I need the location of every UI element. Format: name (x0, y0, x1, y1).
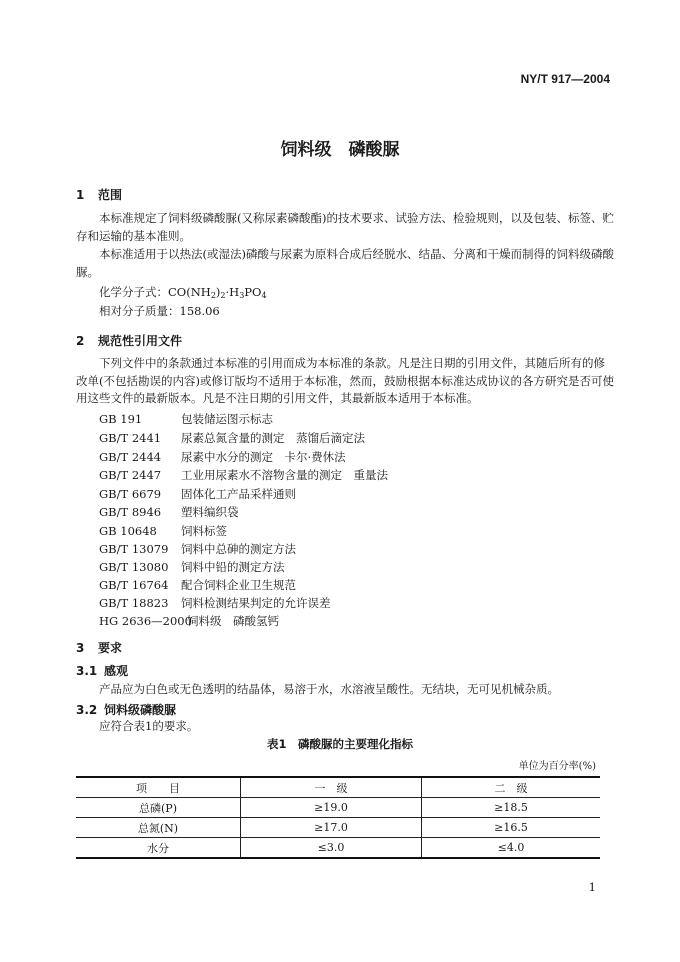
section-title: 规范性引用文件 (98, 334, 183, 348)
reference-item (99, 504, 239, 520)
section-1-paragraph-1: 本标准规定了饲料级磷酸脲(又称尿素磷酸酯)的技术要求、试验方法、检验规则，以及包装、标签、贮存和运输的基本准则。 (76, 211, 614, 243)
subsection-3-1-heading (76, 662, 128, 679)
table-cell: ≥16.5 (422, 818, 600, 838)
reference-item (99, 430, 365, 446)
formula-part: CO(NH (168, 285, 211, 299)
subsection-title: 感观 (104, 664, 129, 678)
reference-item (99, 613, 279, 629)
formula-part: ·H (225, 285, 240, 299)
reference-code: GB/T 13080 (99, 560, 169, 574)
section-3-heading (76, 639, 122, 656)
reference-title: 饲料标签 (181, 524, 227, 538)
formula-subscript: 3 (239, 291, 245, 300)
subsection-3-2-text: 应符合表1的要求。 (99, 719, 199, 733)
formula-label: 化学分子式： (99, 285, 168, 299)
reference-code: GB 191 (99, 412, 143, 426)
reference-item (99, 559, 285, 575)
table-row (76, 838, 600, 859)
table-row (76, 798, 600, 818)
table-header-row (76, 777, 600, 798)
subsection-title: 饲料级磷酸脲 (104, 703, 177, 717)
formula-part: PO (244, 285, 262, 299)
spec-table (76, 776, 600, 859)
molecular-mass: 相对分子质量：158.06 (99, 304, 220, 318)
reference-item (99, 577, 296, 593)
section-number: 1 (76, 188, 85, 202)
reference-title: 塑料编织袋 (181, 505, 239, 519)
section-1-paragraph-2: 本标准适用于以热法(或湿法)磷酸与尿素为原料合成后经脱水、结晶、分离和干燥而制得的饲料级磷酸脲。 (76, 247, 614, 279)
document-title: 饲料级 磷酸脲 (280, 140, 400, 160)
subsection-3-1-text: 产品应为白色或无色透明的结晶体，易溶于水，水溶液呈酸性。无结块，无可见机械杂质。 (99, 682, 559, 696)
reference-title: 尿素总氮含量的测定 蒸馏后滴定法 (181, 431, 365, 445)
reference-item (99, 449, 346, 465)
subsection-3-2-heading (76, 701, 176, 718)
table-unit: 单位为百分率(%) (518, 761, 596, 772)
column-header-item: 项 目 (76, 777, 241, 798)
section-title: 范围 (98, 188, 123, 202)
table-cell: 总氮(N) (76, 818, 241, 838)
reference-code: GB/T 2441 (99, 431, 162, 445)
reference-title: 包装储运图示标志 (181, 412, 273, 426)
reference-item (99, 541, 296, 557)
section-number: 2 (76, 334, 85, 348)
reference-code: GB/T 16764 (99, 578, 169, 592)
table-caption: 表1 磷酸脲的主要理化指标 (266, 737, 413, 751)
table-cell: 总磷(P) (76, 798, 241, 818)
reference-code: GB/T 13079 (99, 542, 169, 556)
column-header-grade-2: 二 级 (422, 777, 600, 798)
reference-code: GB/T 6679 (99, 487, 162, 501)
table-cell: ≥17.0 (241, 818, 422, 838)
reference-title: 饲料检测结果判定的允许误差 (181, 596, 331, 610)
reference-code: GB/T 2444 (99, 450, 162, 464)
reference-code: GB/T 8946 (99, 505, 162, 519)
reference-title: 饲料中总砷的测定方法 (181, 542, 296, 556)
table-cell: ≤4.0 (422, 838, 600, 859)
document-code: NY/T 917—2004 (520, 72, 610, 86)
column-header-grade-1: 一 级 (241, 777, 422, 798)
table-cell: 水分 (76, 838, 241, 859)
reference-item (99, 523, 227, 539)
reference-item (99, 595, 331, 611)
reference-title: 尿素中水分的测定 卡尔·费休法 (181, 450, 346, 464)
page-number: 1 (588, 880, 596, 894)
formula-subscript: 4 (261, 291, 267, 300)
section-2-paragraph: 下列文件中的条款通过本标准的引用而成为本标准的条款。凡是注日期的引用文件，其随后所有的修改单(不包括勘误的内容)或修订版均不适用于本标准，然而，鼓励根据本标准达成协议的各方研究是否可使用这些文件的最新版本。凡是不注日期的引用文件，其最新版本适用于本标准。 (76, 356, 614, 405)
formula-subscript: 2 (210, 291, 216, 300)
section-2-heading (76, 332, 182, 349)
chemical-formula (99, 284, 267, 300)
reference-code: HG 2636—2000 (99, 614, 192, 628)
reference-code: GB/T 2447 (99, 468, 162, 482)
table-cell: ≥19.0 (241, 798, 422, 818)
subsection-number: 3.1 (76, 664, 98, 678)
reference-title: 工业用尿素水不溶物含量的测定 重量法 (181, 468, 388, 482)
reference-title: 配合饲料企业卫生规范 (181, 578, 296, 592)
subsection-number: 3.2 (76, 703, 98, 717)
formula-part: ) (215, 285, 221, 299)
table-cell: ≤3.0 (241, 838, 422, 859)
reference-item (99, 467, 388, 483)
section-1-heading (76, 186, 122, 203)
reference-title: 饲料中铅的测定方法 (181, 560, 285, 574)
reference-item (99, 486, 296, 502)
reference-code: GB 10648 (99, 524, 157, 538)
reference-item (99, 411, 273, 427)
table-cell: ≥18.5 (422, 798, 600, 818)
section-number: 3 (76, 641, 85, 655)
table-row (76, 818, 600, 838)
reference-title: 固体化工产品采样通则 (181, 487, 296, 501)
reference-code: GB/T 18823 (99, 596, 169, 610)
formula-subscript: 2 (220, 291, 226, 300)
reference-title: 饲料级 磷酸氢钙 (187, 614, 279, 628)
section-title: 要求 (98, 641, 123, 655)
